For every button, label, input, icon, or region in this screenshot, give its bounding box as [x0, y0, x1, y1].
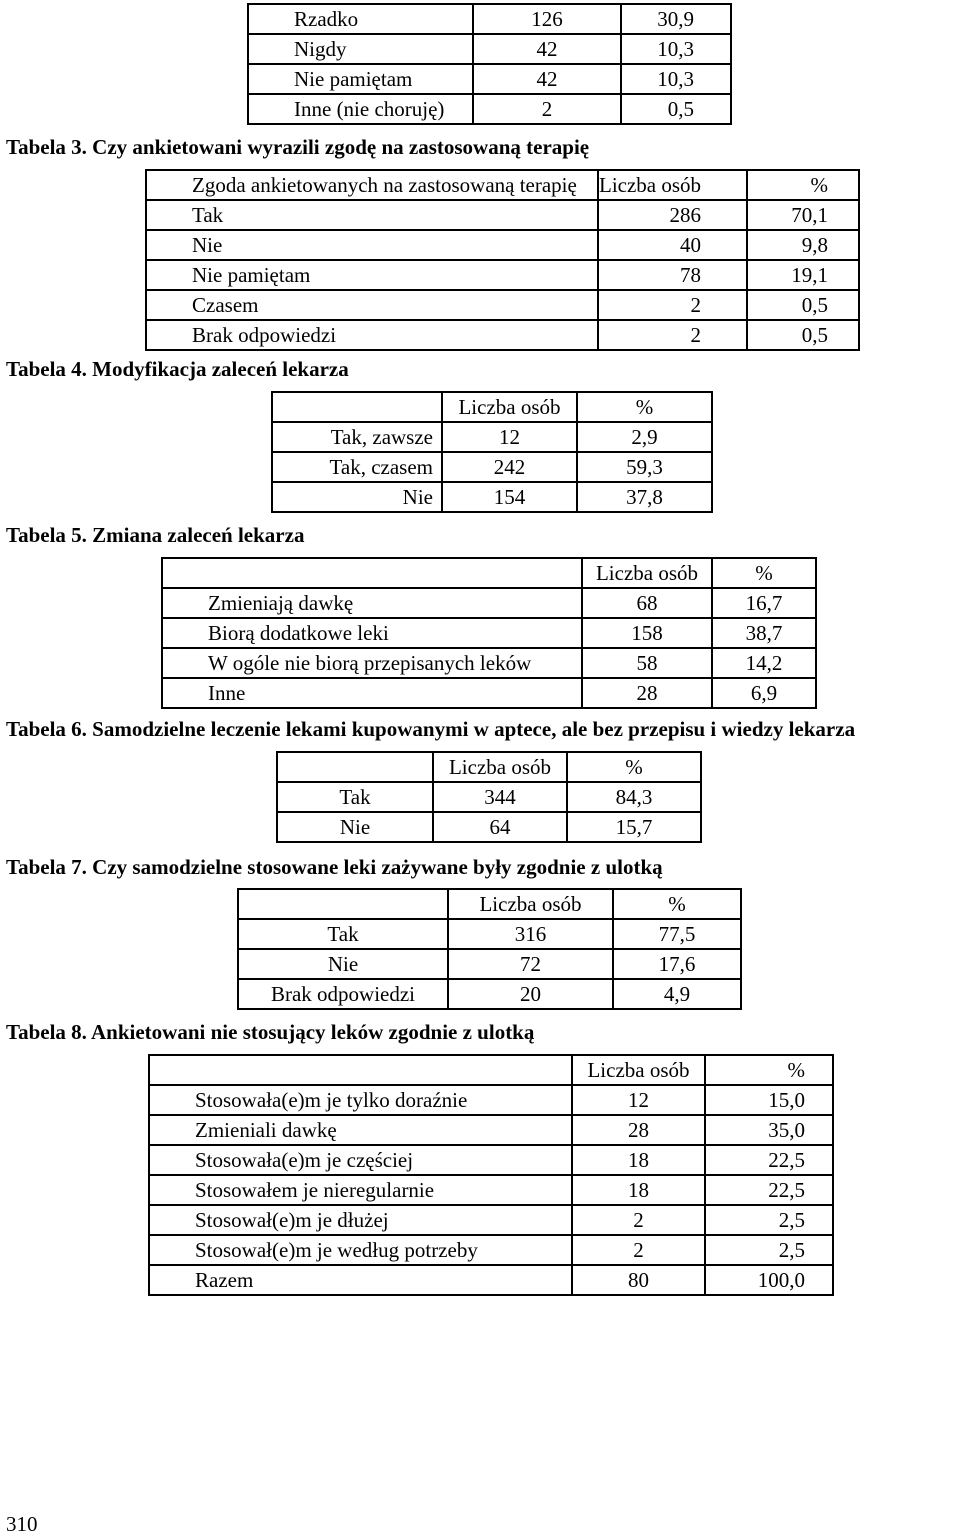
count-cell: 40	[598, 230, 747, 260]
table-row	[149, 1175, 833, 1205]
count-cell: 242	[442, 452, 577, 482]
count-cell: 2	[473, 94, 621, 124]
table-header-cell	[162, 558, 582, 588]
percent-cell: 70,1	[747, 200, 859, 230]
table-row	[277, 782, 701, 812]
table-row	[146, 200, 859, 230]
row-label-cell: Nie	[146, 230, 598, 260]
row-label-cell: Stosowałem je nieregularnie	[149, 1175, 572, 1205]
count-cell: 28	[582, 678, 712, 708]
table-header-cell: Liczba osób	[598, 170, 747, 200]
percent-cell: 100,0	[705, 1265, 833, 1295]
percent-cell: 0,5	[621, 94, 731, 124]
count-cell: 78	[598, 260, 747, 290]
table-row	[272, 452, 712, 482]
table-row	[149, 1115, 833, 1145]
row-label-cell: Razem	[149, 1265, 572, 1295]
percent-cell: 2,9	[577, 422, 712, 452]
row-label-cell: Inne (nie choruję)	[248, 94, 473, 124]
table-header-cell: Liczba osób	[442, 392, 577, 422]
percent-cell: 37,8	[577, 482, 712, 512]
table-caption: Tabela 3. Czy ankietowani wyrazili zgodę na zastosowaną terapię	[6, 135, 590, 159]
row-label-cell: Brak odpowiedzi	[146, 320, 598, 350]
row-label-cell: Stosował(e)m je dłużej	[149, 1205, 572, 1235]
table-header-cell: Liczba osób	[582, 558, 712, 588]
count-cell: 42	[473, 64, 621, 94]
count-cell: 2	[598, 290, 747, 320]
table-row	[248, 94, 731, 124]
table-header-cell: %	[577, 392, 712, 422]
table-row	[146, 290, 859, 320]
percent-cell: 10,3	[621, 34, 731, 64]
percent-cell: 17,6	[613, 949, 741, 979]
percent-cell: 9,8	[747, 230, 859, 260]
count-cell: 12	[572, 1085, 705, 1115]
count-cell: 158	[582, 618, 712, 648]
percent-cell: 10,3	[621, 64, 731, 94]
count-cell: 20	[448, 979, 613, 1009]
table-header-cell: %	[613, 889, 741, 919]
row-label-cell: Nie	[238, 949, 448, 979]
row-label-cell: W ogóle nie biorą przepisanych leków	[162, 648, 582, 678]
percent-cell: 15,0	[705, 1085, 833, 1115]
table-row	[162, 618, 816, 648]
count-cell: 316	[448, 919, 613, 949]
table-header-row	[277, 752, 701, 782]
table-row	[238, 979, 741, 1009]
percent-cell: 35,0	[705, 1115, 833, 1145]
table-row	[162, 678, 816, 708]
table-row	[162, 588, 816, 618]
count-cell: 58	[582, 648, 712, 678]
table-header-cell: Liczba osób	[433, 752, 567, 782]
row-label-cell: Stosowała(e)m je częściej	[149, 1145, 572, 1175]
percent-cell: 22,5	[705, 1145, 833, 1175]
table-header-cell: Zgoda ankietowanych na zastosowaną terapię	[146, 170, 598, 200]
table-caption: Tabela 6. Samodzielne leczenie lekami kupowanymi w aptece, ale bez przepisu i wiedzy lekarza	[6, 717, 856, 741]
table-row	[272, 422, 712, 452]
table-header-cell	[277, 752, 433, 782]
count-cell: 42	[473, 34, 621, 64]
count-cell: 64	[433, 812, 567, 842]
table-header-cell: %	[567, 752, 701, 782]
data-table-t2_continued	[247, 3, 732, 125]
table-header-cell	[149, 1055, 572, 1085]
row-label-cell: Nigdy	[248, 34, 473, 64]
row-label-cell: Tak, zawsze	[272, 422, 442, 452]
row-label-cell: Zmieniają dawkę	[162, 588, 582, 618]
table-header-row	[162, 558, 816, 588]
data-table-t3	[145, 169, 860, 351]
percent-cell: 19,1	[747, 260, 859, 290]
row-label-cell: Tak	[277, 782, 433, 812]
row-label-cell: Tak	[146, 200, 598, 230]
percent-cell: 38,7	[712, 618, 816, 648]
table-header-cell	[272, 392, 442, 422]
page-number: 310	[6, 1512, 38, 1536]
count-cell: 18	[572, 1175, 705, 1205]
table-header-cell: %	[747, 170, 859, 200]
percent-cell: 22,5	[705, 1175, 833, 1205]
percent-cell: 59,3	[577, 452, 712, 482]
table-row	[149, 1085, 833, 1115]
row-label-cell: Inne	[162, 678, 582, 708]
row-label-cell: Zmieniali dawkę	[149, 1115, 572, 1145]
count-cell: 286	[598, 200, 747, 230]
row-label-cell: Biorą dodatkowe leki	[162, 618, 582, 648]
table-caption: Tabela 5. Zmiana zaleceń lekarza	[6, 523, 305, 547]
row-label-cell: Nie pamiętam	[146, 260, 598, 290]
row-label-cell: Rzadko	[248, 4, 473, 34]
table-row	[248, 4, 731, 34]
table-row	[248, 34, 731, 64]
table-header-row	[272, 392, 712, 422]
percent-cell: 4,9	[613, 979, 741, 1009]
percent-cell: 2,5	[705, 1235, 833, 1265]
data-table-t8	[148, 1054, 834, 1296]
count-cell: 72	[448, 949, 613, 979]
count-cell: 126	[473, 4, 621, 34]
table-row	[277, 812, 701, 842]
row-label-cell: Stosował(e)m je według potrzeby	[149, 1235, 572, 1265]
count-cell: 68	[582, 588, 712, 618]
row-label-cell: Nie pamiętam	[248, 64, 473, 94]
table-row	[149, 1265, 833, 1295]
table-row	[248, 64, 731, 94]
percent-cell: 14,2	[712, 648, 816, 678]
row-label-cell: Brak odpowiedzi	[238, 979, 448, 1009]
table-row	[238, 919, 741, 949]
count-cell: 154	[442, 482, 577, 512]
table-header-cell: %	[705, 1055, 833, 1085]
count-cell: 80	[572, 1265, 705, 1295]
count-cell: 28	[572, 1115, 705, 1145]
table-caption: Tabela 7. Czy samodzielne stosowane leki zażywane były zgodnie z ulotką	[6, 855, 663, 879]
row-label-cell: Tak	[238, 919, 448, 949]
row-label-cell: Nie	[277, 812, 433, 842]
table-header-row	[149, 1055, 833, 1085]
percent-cell: 77,5	[613, 919, 741, 949]
data-table-t6	[276, 751, 702, 843]
count-cell: 18	[572, 1145, 705, 1175]
table-row	[146, 230, 859, 260]
table-row	[149, 1205, 833, 1235]
row-label-cell: Nie	[272, 482, 442, 512]
table-header-row	[238, 889, 741, 919]
percent-cell: 0,5	[747, 290, 859, 320]
row-label-cell: Czasem	[146, 290, 598, 320]
table-row	[146, 260, 859, 290]
percent-cell: 15,7	[567, 812, 701, 842]
table-caption: Tabela 4. Modyfikacja zaleceń lekarza	[6, 357, 349, 381]
table-header-cell: %	[712, 558, 816, 588]
count-cell: 12	[442, 422, 577, 452]
percent-cell: 2,5	[705, 1205, 833, 1235]
table-caption: Tabela 8. Ankietowani nie stosujący leków zgodnie z ulotką	[6, 1020, 535, 1044]
table-row	[272, 482, 712, 512]
count-cell: 344	[433, 782, 567, 812]
table-header-row	[146, 170, 859, 200]
count-cell: 2	[572, 1235, 705, 1265]
table-row	[146, 320, 859, 350]
table-header-cell: Liczba osób	[572, 1055, 705, 1085]
count-cell: 2	[598, 320, 747, 350]
row-label-cell: Stosowała(e)m je tylko doraźnie	[149, 1085, 572, 1115]
data-table-t7	[237, 888, 742, 1010]
percent-cell: 6,9	[712, 678, 816, 708]
table-row	[149, 1235, 833, 1265]
data-table-t4	[271, 391, 713, 513]
table-header-cell: Liczba osób	[448, 889, 613, 919]
table-header-cell	[238, 889, 448, 919]
table-row	[238, 949, 741, 979]
data-table-t5	[161, 557, 817, 709]
percent-cell: 0,5	[747, 320, 859, 350]
percent-cell: 84,3	[567, 782, 701, 812]
percent-cell: 16,7	[712, 588, 816, 618]
percent-cell: 30,9	[621, 4, 731, 34]
count-cell: 2	[572, 1205, 705, 1235]
table-row	[162, 648, 816, 678]
table-row	[149, 1145, 833, 1175]
row-label-cell: Tak, czasem	[272, 452, 442, 482]
